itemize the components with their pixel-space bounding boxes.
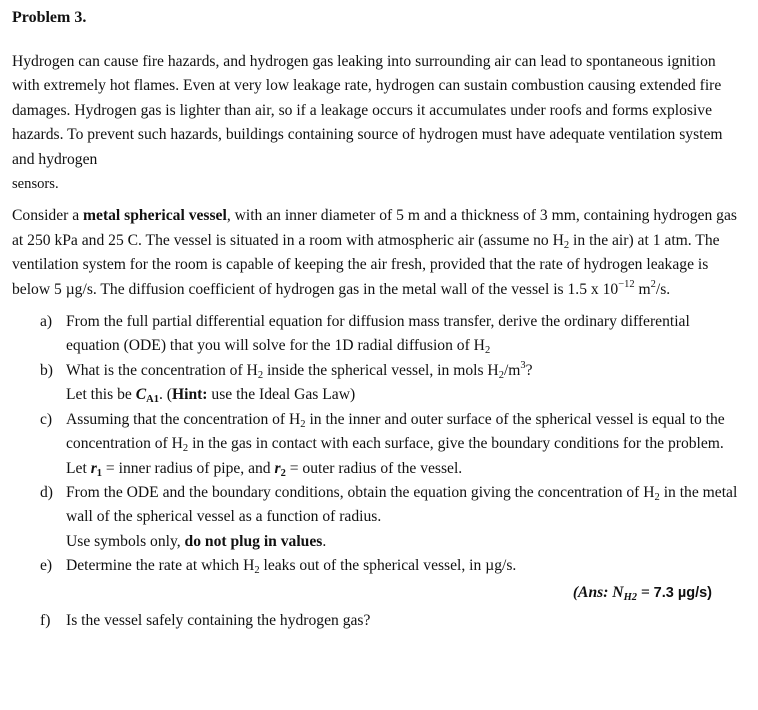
- question-f: f) Is the vessel safely containing the hydrogen gas?: [12, 609, 740, 633]
- vessel-emphasis: metal spherical vessel: [83, 207, 227, 225]
- question-marker: d): [40, 483, 53, 501]
- question-c: c) Assuming that the concentration of $H_2$ in the inner and outer surface of the spherical vessel is equal to the concentration of $H_2$ in the gas in contact with each surface, give the boundary conditions for the problem. Let $r_1$ = inner radius of pipe, and $r_2$ = outer radius of the vessel.: [12, 408, 740, 481]
- question-marker: c): [40, 410, 53, 428]
- no-values-emphasis: do not plug in values: [184, 532, 323, 550]
- question-marker: e): [40, 557, 53, 575]
- question-list-final: [12, 609, 740, 633]
- problem-statement-paragraph: Consider a metal spherical vessel, with an inner diameter of 5 m and a thickness of 3 mm, containing hydrogen gas at 250 kPa and 25 C. The vessel is situated in a room with atmospheric air (assume no $H_2$ in the air) at 1 atm. The ventilation system for the room is capable of keeping the air fresh, provided that the rate of hydrogen leakage is below 5 µg/s. The diffusion coefficient of hydrogen gas in the metal wall of the vessel is 1.5 x $10^{-12}$ $m^2/s$.: [12, 207, 737, 298]
- hint-label: Hint:: [171, 386, 208, 404]
- intro-text: Hydrogen can cause fire hazards, and hydrogen gas leaking into surrounding air can lead to spontaneous ignition with extremely hot flames. Even at very low leakage rate, hydrogen can sustain combustion causing extended fire damages. Hydrogen gas is lighter than air, so if a leakage occurs it accumulates under roofs and forms explosive hazards. To prevent such hazards, buildings containing source of hydrogen must have adequate ventilation system and hydrogen: [12, 53, 723, 168]
- intro-paragraph: [12, 50, 740, 196]
- intro-text-end: sensors.: [12, 176, 59, 193]
- question-b: b) What is the concentration of $H_2$ inside the spherical vessel, in mols $H_2/m^3$? Let this be $C_{A1}$. (Hint: use the Ideal Gas Law): [40, 359, 533, 406]
- answer-line: (Ans: $N_{H2} = 7.3$ µg/s): [572, 583, 712, 603]
- r2-symbol: r: [274, 459, 281, 477]
- question-marker: b): [40, 361, 53, 379]
- question-list: [12, 310, 740, 578]
- question-marker: a): [40, 313, 53, 331]
- r1-symbol: r: [90, 459, 97, 477]
- question-d: d) From the ODE and the boundary conditions, obtain the equation giving the concentration of $H_2$ in the metal wall of the spherical vessel as a function of radius. Use symbols only, do not plug in values.: [12, 481, 740, 554]
- question-a: a) From the full partial differential equation for diffusion mass transfer, derive the ordinary differential equation (ODE) that you will solve for the 1D radial diffusion of $H_2$: [12, 310, 740, 359]
- problem-title: Problem 3.: [12, 9, 87, 26]
- question-marker: f): [40, 611, 51, 629]
- ca1-symbol: C: [135, 386, 147, 404]
- question-e: e) Determine the rate at which $H_2$ leaks out of the spherical vessel, in µg/s.: [12, 554, 740, 578]
- answer-value: 7.3 µg/s): [653, 584, 712, 601]
